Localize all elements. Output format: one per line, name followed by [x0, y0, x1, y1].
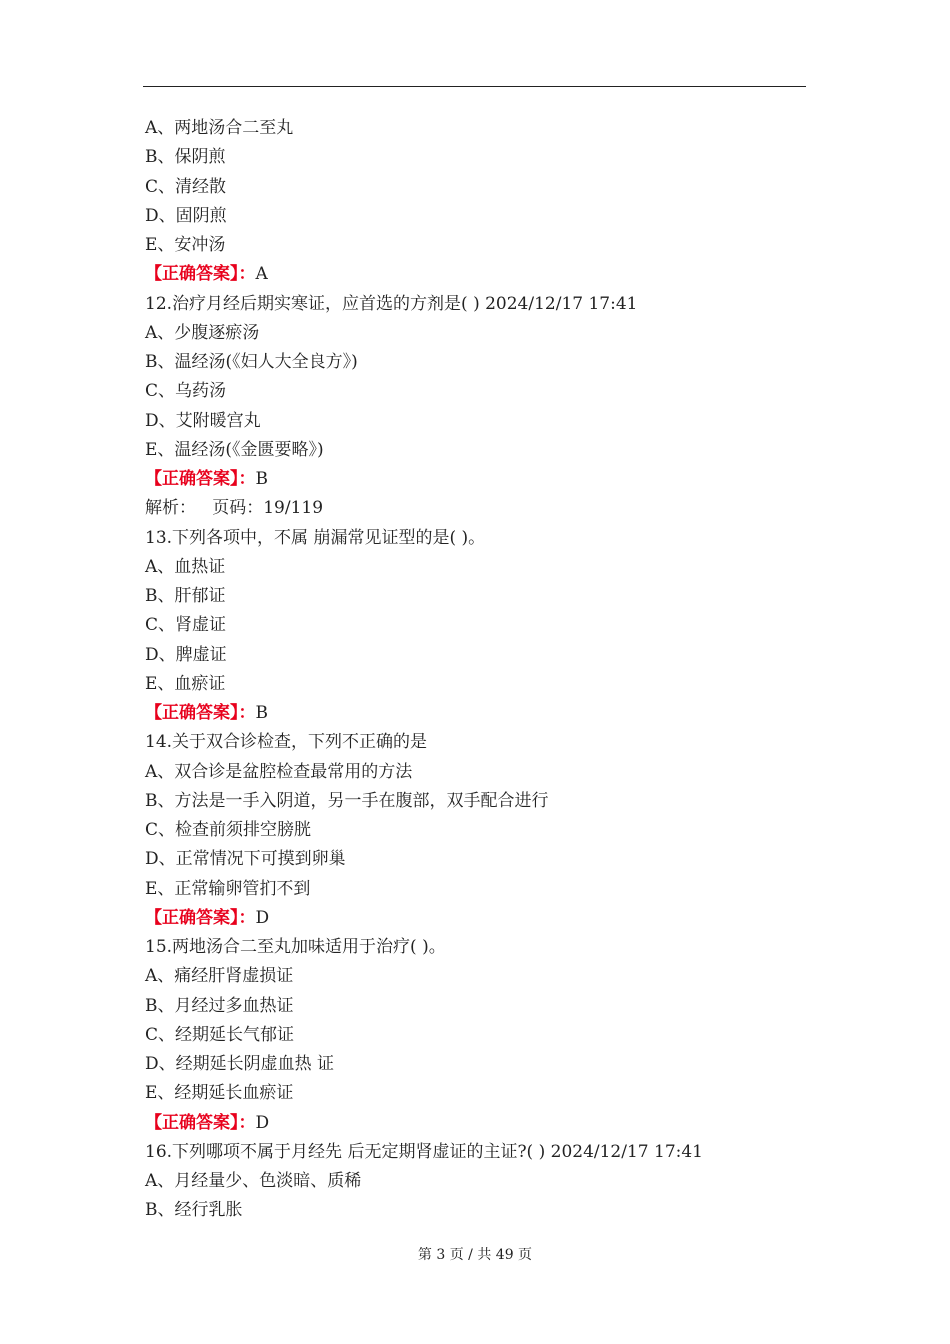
answer-option: D、经期延长阴虚血热 证 — [145, 1054, 335, 1074]
answer-option: A、痛经肝肾虚损证 — [145, 966, 294, 987]
answer-line — [145, 1109, 825, 1138]
answer-option: E、经期延长血瘀证 — [145, 1083, 294, 1104]
answer-option: C、乌药汤 — [145, 381, 227, 402]
answer-label: 【正确答案】： — [145, 1112, 256, 1133]
answer-option: A、少腹逐瘀汤 — [145, 322, 260, 343]
answer-option: B、保阴煎 — [145, 147, 226, 168]
answer-option: B、肝郁证 — [145, 586, 226, 606]
answer-option: E、血瘀证 — [145, 673, 226, 694]
answer-option: D、正常情况下可摸到卵巢 — [145, 849, 346, 870]
answer-option: A、月经量少、色淡暗、质稀 — [145, 1171, 362, 1191]
answer-option: D、脾虚证 — [145, 644, 227, 665]
answer-line — [145, 260, 825, 289]
answer-option: C、经期延长气郁证 — [145, 1024, 295, 1045]
answer-option: D、固阴煎 — [145, 205, 227, 226]
answer-value: B — [255, 703, 268, 723]
answer-option: C、检查前须排空膀胱 — [145, 820, 312, 840]
analysis-note: 解析： 页码：19/119 — [145, 498, 324, 519]
answer-option: E、正常输卵管扪不到 — [145, 878, 311, 899]
answer-label: 【正确答案】： — [145, 907, 256, 928]
question-stem: 15.两地汤合二至丸加味适用于治疗( )。 — [145, 937, 446, 957]
header-rule — [143, 86, 806, 87]
answer-option: B、月经过多血热证 — [145, 995, 294, 1016]
question-stem: 13.下列各项中，不属 崩漏常见证型的是( )。 — [145, 527, 486, 548]
question-stem: 14.关于双合诊检查，下列不正确的是 — [145, 732, 428, 753]
answer-line — [145, 465, 825, 494]
answer-label: 【正确答案】： — [145, 469, 256, 489]
answer-label: 【正确答案】： — [145, 264, 256, 285]
answer-value: D — [255, 1112, 270, 1133]
answer-option: E、安冲汤 — [145, 235, 226, 255]
answer-label: 【正确答案】： — [145, 703, 256, 723]
answer-option: B、方法是一手入阴道，另一手在腹部，双手配合进行 — [145, 790, 549, 811]
question-stem: 16.下列哪项不属于月经先 后无定期肾虚证的主证?( ) 2024/12/17 17:41 — [145, 1141, 704, 1162]
answer-option: A、两地汤合二至丸 — [145, 118, 294, 138]
answer-line — [145, 904, 825, 933]
answer-option: C、清经散 — [145, 176, 227, 197]
answer-option: A、血热证 — [145, 556, 226, 577]
answer-value: D — [255, 907, 270, 928]
answer-option: E、温经汤(《金匮要略》) — [145, 439, 324, 460]
answer-option: C、肾虚证 — [145, 615, 227, 636]
answer-option: B、经行乳胀 — [145, 1200, 243, 1221]
question-stem: 12.治疗月经后期实寒证，应首选的方剂是( ) 2024/12/17 17:41 — [145, 293, 638, 314]
answer-option: A、双合诊是盆腔检查最常用的方法 — [145, 761, 413, 782]
document-body — [145, 114, 825, 1226]
answer-value: A — [255, 264, 268, 285]
page-footer: 第 3 页 / 共 49 页 — [417, 1247, 533, 1263]
answer-option: B、温经汤(《妇人大全良方》) — [145, 352, 358, 372]
answer-value: B — [255, 469, 268, 489]
answer-option: D、艾附暖宫丸 — [145, 410, 261, 431]
answer-line — [145, 699, 825, 728]
